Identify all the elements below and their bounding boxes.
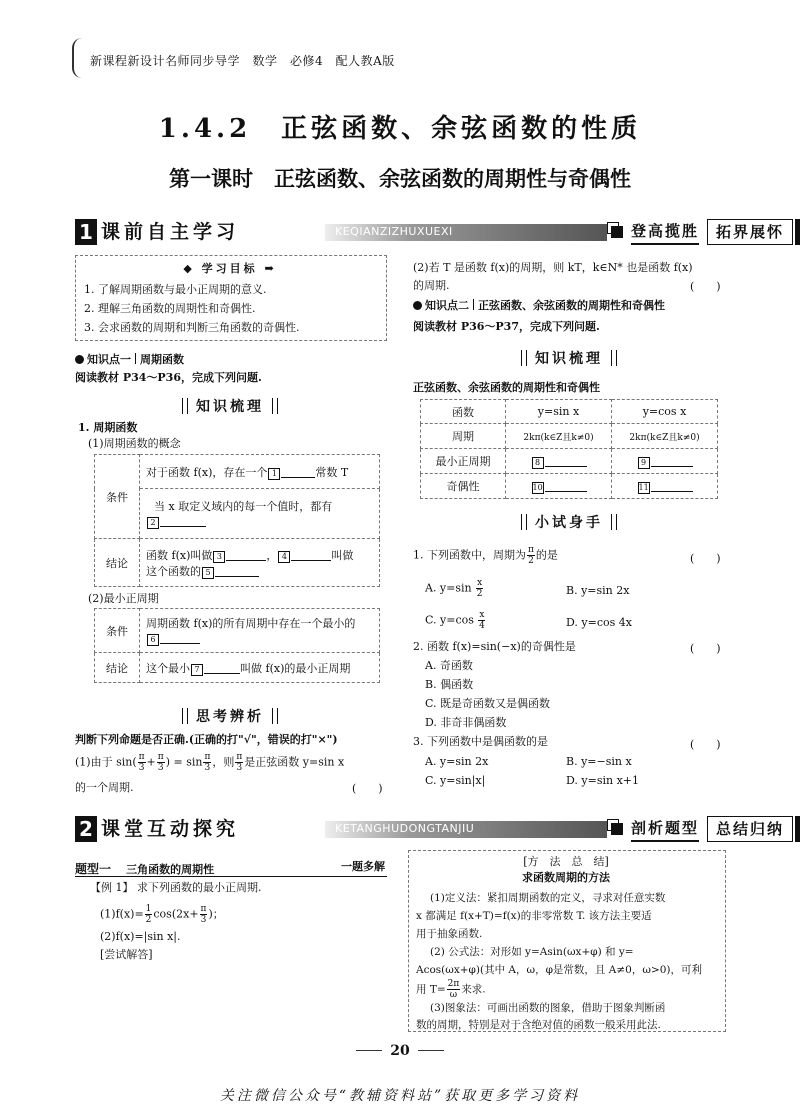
quiz-option: C. y=cos $\frac{x}{4}$ bbox=[425, 610, 485, 631]
cell-condition-a: 对于函数 f(x)，存在一个 1 常数 T bbox=[140, 455, 380, 489]
quiz-question-2: 2. 函数 f(x)=sin(−x)的奇偶性是 bbox=[413, 640, 576, 653]
table-cell: 11 bbox=[612, 474, 718, 499]
table-cell: 奇偶性 bbox=[421, 474, 506, 499]
question-type-header: 题型一 三角函数的周期性 一题多解 bbox=[75, 860, 385, 876]
answer-paren: ( ) bbox=[690, 642, 721, 655]
knowledge-point-2: 知识点二 正弦函数、余弦函数的周期性和奇偶性 bbox=[413, 297, 665, 313]
table-cell: 2kπ(k∈Z且k≠0) bbox=[612, 424, 718, 449]
running-header: 新课程新设计名师同步导学 数学 必修4 配人教A版 bbox=[90, 54, 395, 68]
method-paragraph: 用 T= $\frac{2\pi}{\omega}$ 来求. bbox=[416, 979, 486, 1000]
example-1-part-1: (1)f(x)= $\frac{1}{2}$ cos(2x+ $\frac{\pi}{3}$ )； bbox=[100, 904, 224, 925]
periodic-heading: 1. 周期函数 bbox=[78, 421, 138, 434]
think-instruction: 判断下列命题是否正确.(正确的打"√"，错误的打"×") bbox=[75, 733, 338, 746]
section-tag-2: 拓界展怀 bbox=[707, 219, 793, 245]
section-pinyin: KETANGHUDONGTANJIU bbox=[335, 822, 475, 835]
min-period-table bbox=[94, 608, 380, 683]
table-cell: 周期 bbox=[421, 424, 506, 449]
reading-instruction: 阅读教材 P36～P37，完成下列问题. bbox=[413, 320, 600, 333]
method-paragraph: 用于抽象函数. bbox=[416, 928, 483, 940]
section-tag-2: 总结归纳 bbox=[707, 816, 793, 842]
min-period-heading: (2)最小正周期 bbox=[88, 592, 159, 605]
quiz-option: A. y=sin $\frac{x}{2}$ bbox=[425, 578, 483, 599]
answer-paren: ( ) bbox=[690, 552, 721, 565]
cell-conclusion: 这个最小 7 叫做 f(x)的最小正周期 bbox=[140, 653, 380, 683]
quiz-option: D. y=sin x+1 bbox=[566, 774, 640, 787]
cell-label: 条件 bbox=[95, 455, 140, 539]
table-cell: 2kπ(k∈Z且k≠0) bbox=[506, 424, 612, 449]
quiz-option: B. y=sin 2x bbox=[566, 584, 630, 597]
method-paragraph: x 都满足 f(x+T)=f(x)的非零常数 T. 该方法主要适 bbox=[416, 910, 652, 922]
quiz-option: A. 奇函数 bbox=[425, 659, 473, 672]
cell-condition-b: 当 x 取定义域内的每一个值时，都有 2 bbox=[140, 489, 380, 539]
table-header: y=cos x bbox=[612, 400, 718, 424]
think-question-2: (2)若 T 是函数 f(x)的周期，则 kT，k∈N* 也是函数 f(x) bbox=[413, 261, 693, 274]
table-header: 函数 bbox=[421, 400, 506, 424]
header-decoration bbox=[72, 38, 84, 78]
section-heading-sort-1: 知识梳理 bbox=[75, 396, 385, 416]
example-1: 【例 1】 求下列函数的最小正周期. bbox=[90, 881, 262, 894]
method-paragraph: Acos(ωx+φ)(其中 A，ω，φ是常数，且 A≠0，ω>0)，可利 bbox=[416, 964, 702, 976]
method-paragraph: (1)定义法：紧扣周期函数的定义，寻求对任意实数 bbox=[430, 892, 666, 904]
quiz-option: B. 偶函数 bbox=[425, 678, 474, 691]
section-number: 1 bbox=[75, 219, 97, 245]
method-paragraph: (3)图象法：可画出函数的图象，借助于图象判断函 bbox=[430, 1002, 666, 1014]
method-summary-heading: [方 法 总 结] bbox=[523, 855, 609, 868]
quiz-option: C. 既是奇函数又是偶函数 bbox=[425, 697, 551, 710]
method-summary-title: 求函数周期的方法 bbox=[522, 871, 610, 884]
section-heading-think: 思考辨析 bbox=[75, 706, 385, 726]
square-filled-icon bbox=[611, 226, 623, 238]
quiz-question-1: 1. 下列函数中，周期为 $\frac{\pi}{2}$ 的是 bbox=[413, 545, 558, 566]
table-header: y=sin x bbox=[506, 400, 612, 424]
quiz-option: C. y=sin|x| bbox=[425, 774, 486, 787]
section-tag-1: 登高揽胜 bbox=[631, 219, 699, 245]
square-filled-icon bbox=[611, 823, 623, 835]
section-heading-sort-2: 知识梳理 bbox=[413, 348, 725, 368]
section-tag-1: 剖析题型 bbox=[631, 816, 699, 842]
section-banner-2 bbox=[75, 816, 784, 842]
periodic-subheading: (1)周期函数的概念 bbox=[88, 437, 181, 450]
quiz-question-3: 3. 下列函数中是偶函数的是 bbox=[413, 735, 548, 748]
banner-end-bar bbox=[795, 816, 800, 842]
sin-cos-properties-table bbox=[420, 399, 718, 499]
method-paragraph: 数的周期，特别是对于含绝对值的函数一般采用此法. bbox=[416, 1019, 661, 1031]
answer-paren: ( ) bbox=[690, 280, 721, 293]
quiz-option: D. 非奇非偶函数 bbox=[425, 716, 507, 729]
example-1-part-2: (2)f(x)=|sin x|. bbox=[100, 930, 181, 943]
section-heading-quiz: 小试身手 bbox=[413, 512, 725, 532]
answer-paren: ( ) bbox=[690, 738, 721, 751]
section-banner-1 bbox=[75, 219, 784, 245]
cell-conclusion: 函数 f(x)叫做 3 ， 4 叫做 这个函数的 5 bbox=[140, 539, 380, 587]
page-number: 20 bbox=[0, 1043, 800, 1059]
learning-goal-item: 1. 了解周期函数与最小正周期的意义. bbox=[84, 283, 267, 296]
answer-paren: ( ) bbox=[352, 782, 383, 795]
cell-label: 结论 bbox=[95, 539, 140, 587]
think-question-2-tail: 的周期. bbox=[413, 279, 450, 292]
try-answer-label: [尝试解答] bbox=[100, 948, 153, 961]
table-caption: 正弦函数、余弦函数的周期性和奇偶性 bbox=[413, 381, 600, 394]
method-paragraph: (2) 公式法：对形如 y=Asin(ωx+φ) 和 y= bbox=[430, 946, 634, 958]
table-cell: 9 bbox=[612, 449, 718, 474]
lesson-subtitle: 第一课时 正弦函数、余弦函数的周期性与奇偶性 bbox=[169, 167, 631, 191]
think-question-1-tail: 的一个周期. bbox=[75, 781, 134, 794]
section-title: 课堂互动探究 bbox=[101, 818, 240, 840]
bullet-icon bbox=[75, 355, 84, 364]
periodic-definition-table bbox=[94, 454, 380, 587]
learning-goal-item: 3. 会求函数的周期和判断三角函数的奇偶性. bbox=[84, 321, 300, 334]
cell-label: 结论 bbox=[95, 653, 140, 683]
reading-instruction: 阅读教材 P34～P36，完成下列问题. bbox=[75, 371, 262, 384]
knowledge-point-1: 知识点一 周期函数 bbox=[75, 351, 184, 367]
learning-goal-item: 2. 理解三角函数的周期性和奇偶性. bbox=[84, 302, 256, 315]
quiz-option: A. y=sin 2x bbox=[425, 755, 489, 768]
banner-end-bar bbox=[795, 219, 800, 245]
table-cell: 10 bbox=[506, 474, 612, 499]
think-question-1: (1)由于 sin( $\frac{\pi}{3}$ + $\frac{\pi}{3}$ ) = sin $\frac{\pi}{3}$ ，则 $\frac{\pi}{3}$ 是正弦函数 y=sin x bbox=[75, 752, 345, 773]
footer-note: 关注微信公众号“教辅资料站”获取更多学习资料 bbox=[219, 1088, 581, 1104]
cell-condition: 周期函数 f(x)的所有周期中存在一个最小的 6 bbox=[140, 609, 380, 653]
lesson-title: 1.4.2 正弦函数、余弦函数的性质 bbox=[158, 114, 642, 144]
learning-goals-heading: ◆ 学习目标 ➡ bbox=[183, 262, 277, 275]
section-title: 课前自主学习 bbox=[101, 221, 240, 243]
quiz-option: B. y=−sin x bbox=[566, 755, 632, 768]
cell-label: 条件 bbox=[95, 609, 140, 653]
table-cell: 最小正周期 bbox=[421, 449, 506, 474]
table-cell: 8 bbox=[506, 449, 612, 474]
bullet-icon bbox=[413, 301, 422, 310]
quiz-option: D. y=cos 4x bbox=[566, 616, 632, 629]
section-number: 2 bbox=[75, 816, 97, 842]
section-pinyin: KEQIANZIZHUXUEXI bbox=[335, 225, 453, 238]
